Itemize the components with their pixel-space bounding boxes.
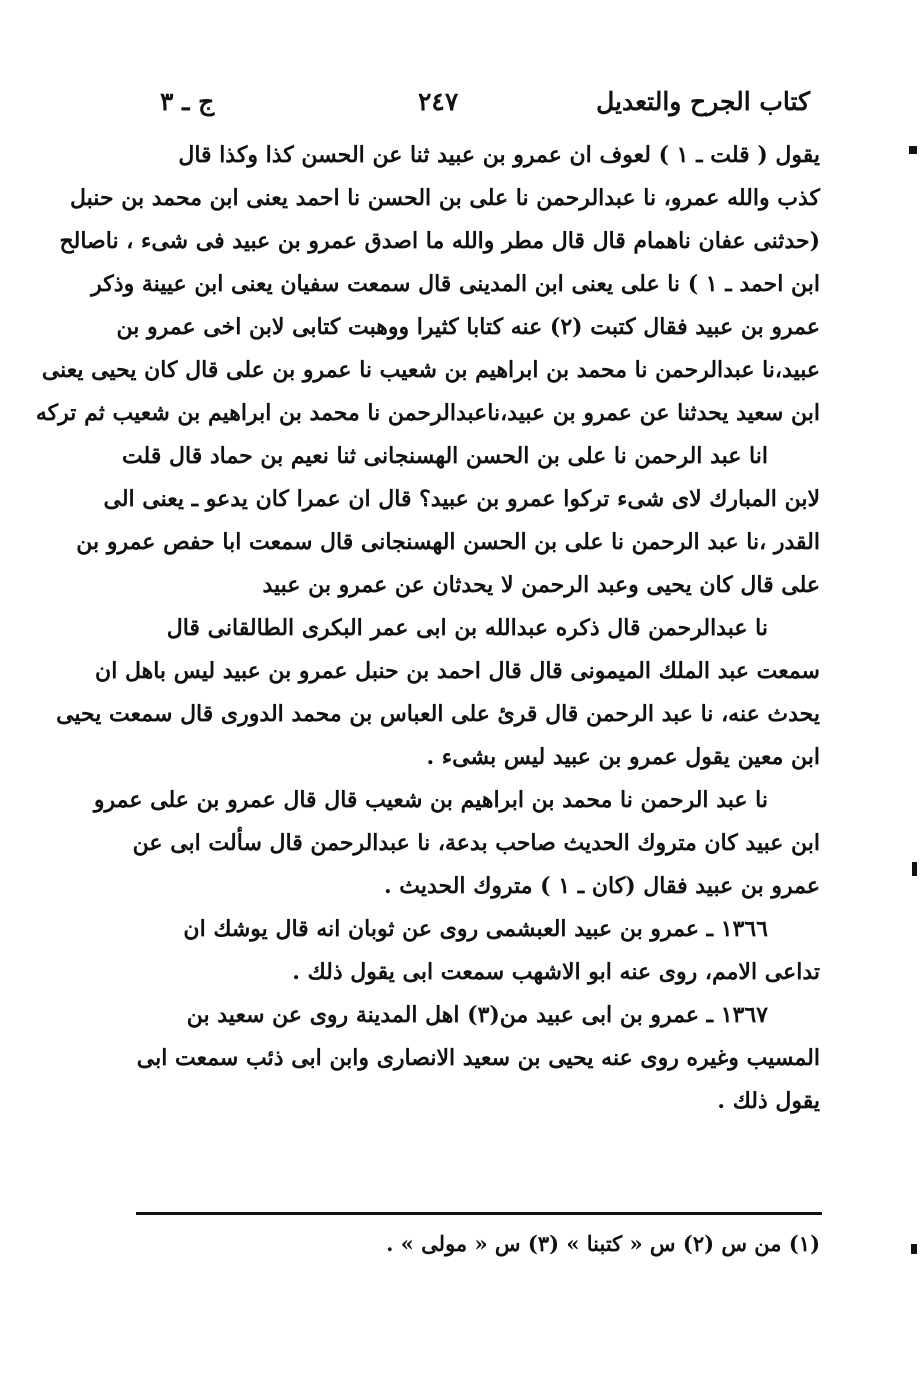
footnote: (١) من س (٢) س « كتبنا » (٣) س « مولى » . [386, 1231, 820, 1256]
book-title: كتاب الجرح والتعديل [596, 87, 810, 116]
running-header [150, 82, 810, 126]
text-line: (حدثنى عفان ناهمام قال قال مطر والله ما اصدق عمرو بن عبيد فى شىء ، ناصالح [59, 228, 820, 254]
text-line: على قال كان يحيى وعبد الرحمن لا يحدثان عن عمرو بن عبيد [262, 572, 820, 598]
text-line: المسيب وغيره روى عنه يحيى بن سعيد الانصارى وابن ابى ذئب سمعت ابى [136, 1045, 820, 1071]
margin-mark [909, 146, 917, 154]
text-line: ابن احمد ـ ١ ) نا على يعنى ابن المدينى قال سمعت سفيان يعنى ابن عيينة وذكر [91, 271, 820, 297]
text-line: كذب والله عمرو، نا عبدالرحمن نا على بن الحسن نا احمد يعنى ابن محمد بن حنبل [70, 185, 820, 211]
margin-mark [912, 862, 917, 876]
text-line: ابن سعيد يحدثنا عن عمرو بن عبيد،ناعبدالرحمن نا محمد بن ابراهيم بن شعيب ثم تركه [35, 400, 820, 426]
text-line: انا عبد الرحمن نا على بن الحسن الهسنجانى ثنا نعيم بن حماد قال قلت [121, 443, 768, 469]
entry-line: ١٣٦٦ ـ عمرو بن عبيد العبشمى روى عن ثوبان انه قال يوشك ان [183, 916, 768, 942]
text-line: ابن معين يقول عمرو بن عبيد ليس بشىء . [426, 744, 820, 770]
text-line: تداعى الامم، روى عنه ابو الاشهب سمعت ابى يقول ذلك . [292, 959, 820, 985]
text-line: عمرو بن عبيد فقال كتبت (٢) عنه كتابا كثيرا ووهبت كتابى لابن اخى عمرو بن [116, 314, 820, 340]
text-line: القدر ،نا عبد الرحمن نا على بن الحسن الهسنجانى قال سمعت ابا حفص عمرو بن [76, 529, 820, 555]
entry-line: ١٣٦٧ ـ عمرو بن ابى عبيد من(٣) اهل المدينة روى عن سعيد بن [186, 1002, 768, 1028]
text-line: عبيد،نا عبدالرحمن نا محمد بن ابراهيم بن شعيب نا عمرو بن على قال كان يحيى يعنى [41, 357, 820, 383]
text-line: يحدث عنه، نا عبد الرحمن قال قرئ على العباس بن محمد الدورى قال سمعت يحيى [56, 701, 820, 727]
page-number: ٢٤٧ [418, 87, 459, 116]
text-line: نا عبد الرحمن نا محمد بن ابراهيم بن شعيب قال قال عمرو بن على عمرو [93, 787, 768, 813]
text-line: ابن عبيد كان متروك الحديث صاحب بدعة، نا عبدالرحمن قال سألت ابى عن [132, 830, 820, 856]
volume-label: ج ـ ٣ [160, 87, 215, 116]
text-line: نا عبدالرحمن قال ذكره عبدالله بن ابى عمر البكرى الطالقانى قال [166, 615, 768, 641]
main-text [35, 134, 820, 1123]
text-line: يقول ذلك . [717, 1088, 820, 1114]
text-line: يقول ( قلت ـ ١ ) لعوف ان عمرو بن عبيد ثنا عن الحسن كذا وكذا قال [178, 142, 820, 168]
text-line: لابن المبارك لاى شىء تركوا عمرو بن عبيد؟ قال ان عمرا كان يدعو ـ يعنى الى [103, 486, 820, 512]
footnote-divider [136, 1212, 822, 1215]
margin-mark [911, 1244, 917, 1254]
text-line: عمرو بن عبيد فقال (كان ـ ١ ) متروك الحديث . [383, 873, 820, 899]
text-line: سمعت عبد الملك الميمونى قال قال احمد بن حنبل عمرو بن عبيد ليس باهل ان [95, 658, 820, 684]
